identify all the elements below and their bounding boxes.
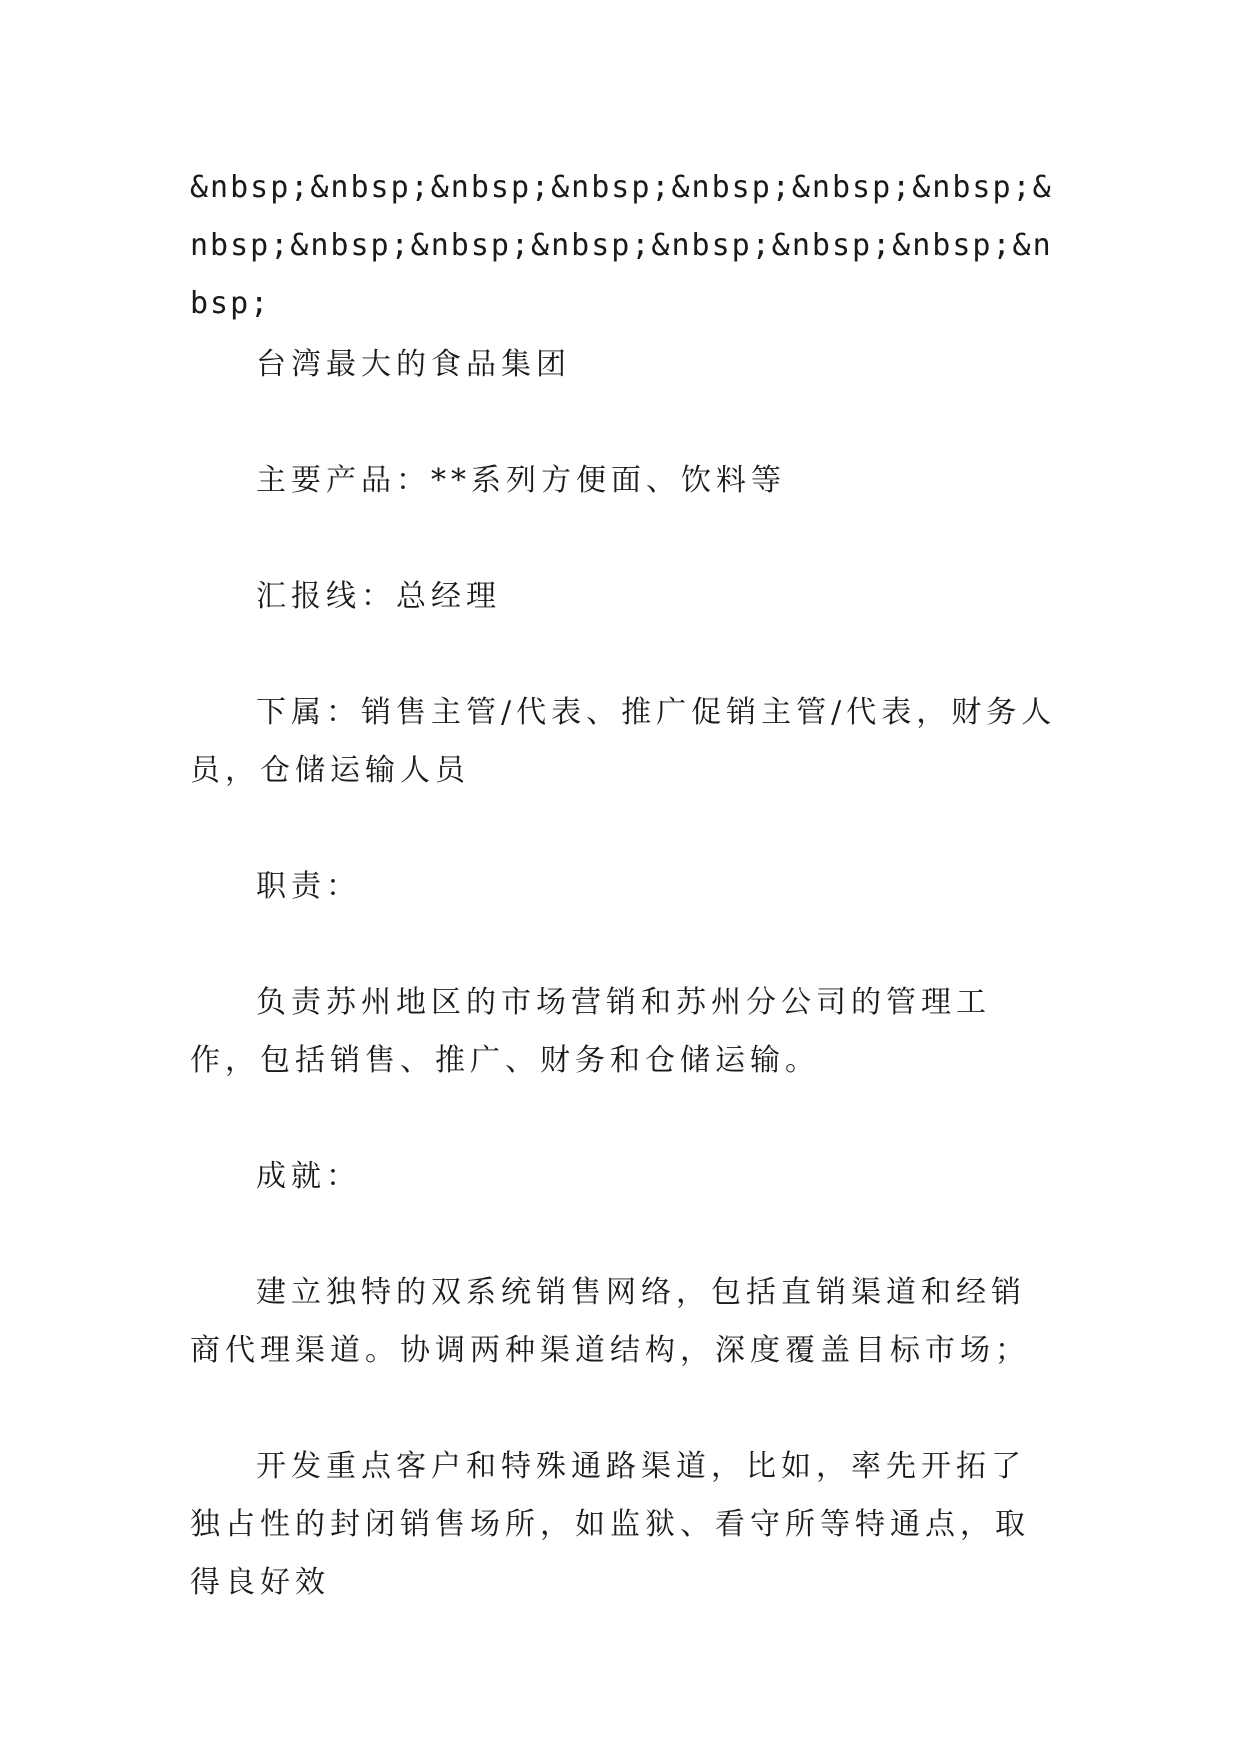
- achievement-item-1: 建立独特的双系统销售网络，包括直销渠道和经销商代理渠道。协调两种渠道结构，深度覆盖目标市场；: [190, 1275, 1030, 1368]
- nbsp-text-line: &nbsp;&nbsp;&nbsp;&nbsp;&nbsp;&nbsp;&nbsp;&nbsp;&nbsp;&nbsp;&nbsp;&nbsp;&nbsp;&nbsp;&nbsp;: [190, 170, 1053, 321]
- company-description: 台湾最大的食品集团: [256, 347, 571, 382]
- achievements-heading: 成就：: [256, 1159, 361, 1194]
- main-products: 主要产品：**系列方便面、饮料等: [256, 463, 786, 498]
- subordinates: 下属：销售主管/代表、推广促销主管/代表，财务人员，仓储运输人员: [190, 695, 1057, 788]
- reporting-line: 汇报线：总经理: [256, 579, 501, 614]
- achievement-item-2: 开发重点客户和特殊通路渠道，比如，率先开拓了独占性的封闭销售场所，如监狱、看守所等特通点，取得良好效: [190, 1449, 1030, 1600]
- responsibilities-heading: 职责：: [256, 869, 361, 904]
- responsibilities-text: 负责苏州地区的市场营销和苏州分公司的管理工作，包括销售、推广、财务和仓储运输。: [190, 985, 991, 1078]
